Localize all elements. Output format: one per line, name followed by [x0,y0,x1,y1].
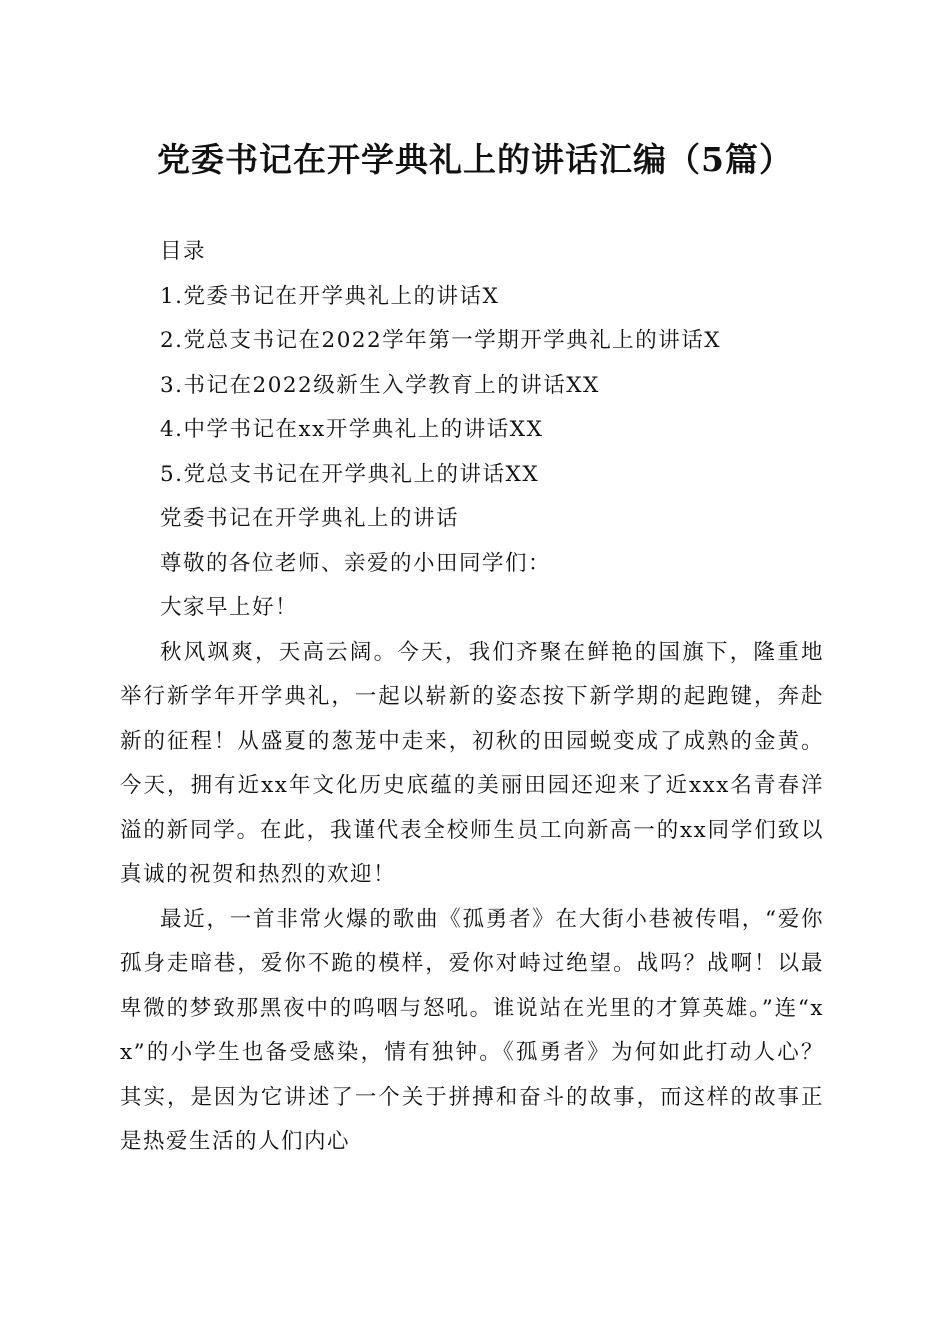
document-title: 党委书记在开学典礼上的讲话汇编（5篇） [157,140,793,179]
greeting: 大家早上好！ [160,595,299,620]
toc-item-4: 4.中学书记在xx开学典礼上的讲话XX [160,417,544,442]
toc-heading: 目录 [160,239,207,264]
document-body [120,230,824,1165]
toc-item-2: 2.党总支书记在2022学年第一学期开学典礼上的讲话X [160,328,722,353]
toc-item-5: 5.党总支书记在开学典礼上的讲话XX [160,461,540,487]
section-title: 党委书记在开学典礼上的讲话 [160,506,460,531]
toc-item-3: 3.书记在2022级新生入学教育上的讲话XX [160,372,600,398]
salutation: 尊敬的各位老师、亲爱的小田同学们： [160,550,552,576]
paragraph-2: 最近，一首非常火爆的歌曲《孤勇者》在大街小巷被传唱，“爱你孤身走暗巷，爱你不跪的模样，爱你对峙过绝望。战吗？战啊！以最卑微的梦致那黑夜中的呜咽与怒吼。谁说站在光里的才算英雄。”连“xx”的小学生也备受感染，情有独钟。《孤勇者》为何如此打动人心？其实，是因为它讲述了一个关于拼搏和奋斗的故事，而这样的故事正是热爱生活的人们内心 [120,906,824,1154]
toc-item-1: 1.党委书记在开学典礼上的讲话X [160,283,500,309]
paragraph-1: 秋风飒爽，天高云阔。今天，我们齐聚在鲜艳的国旗下，隆重地举行新学年开学典礼，一起以崭新的姿态按下新学期的起跑键，奔赴新的征程！从盛夏的葱茏中走来，初秋的田园蜕变成了成熟的金黄。今天，拥有近xx年文化历史底蕴的美丽田园还迎来了近xxx名青春洋溢的新同学。在此，我谨代表全校师生员工向新高一的xx同学们致以真诚的祝贺和热烈的欢迎！ [120,639,824,887]
